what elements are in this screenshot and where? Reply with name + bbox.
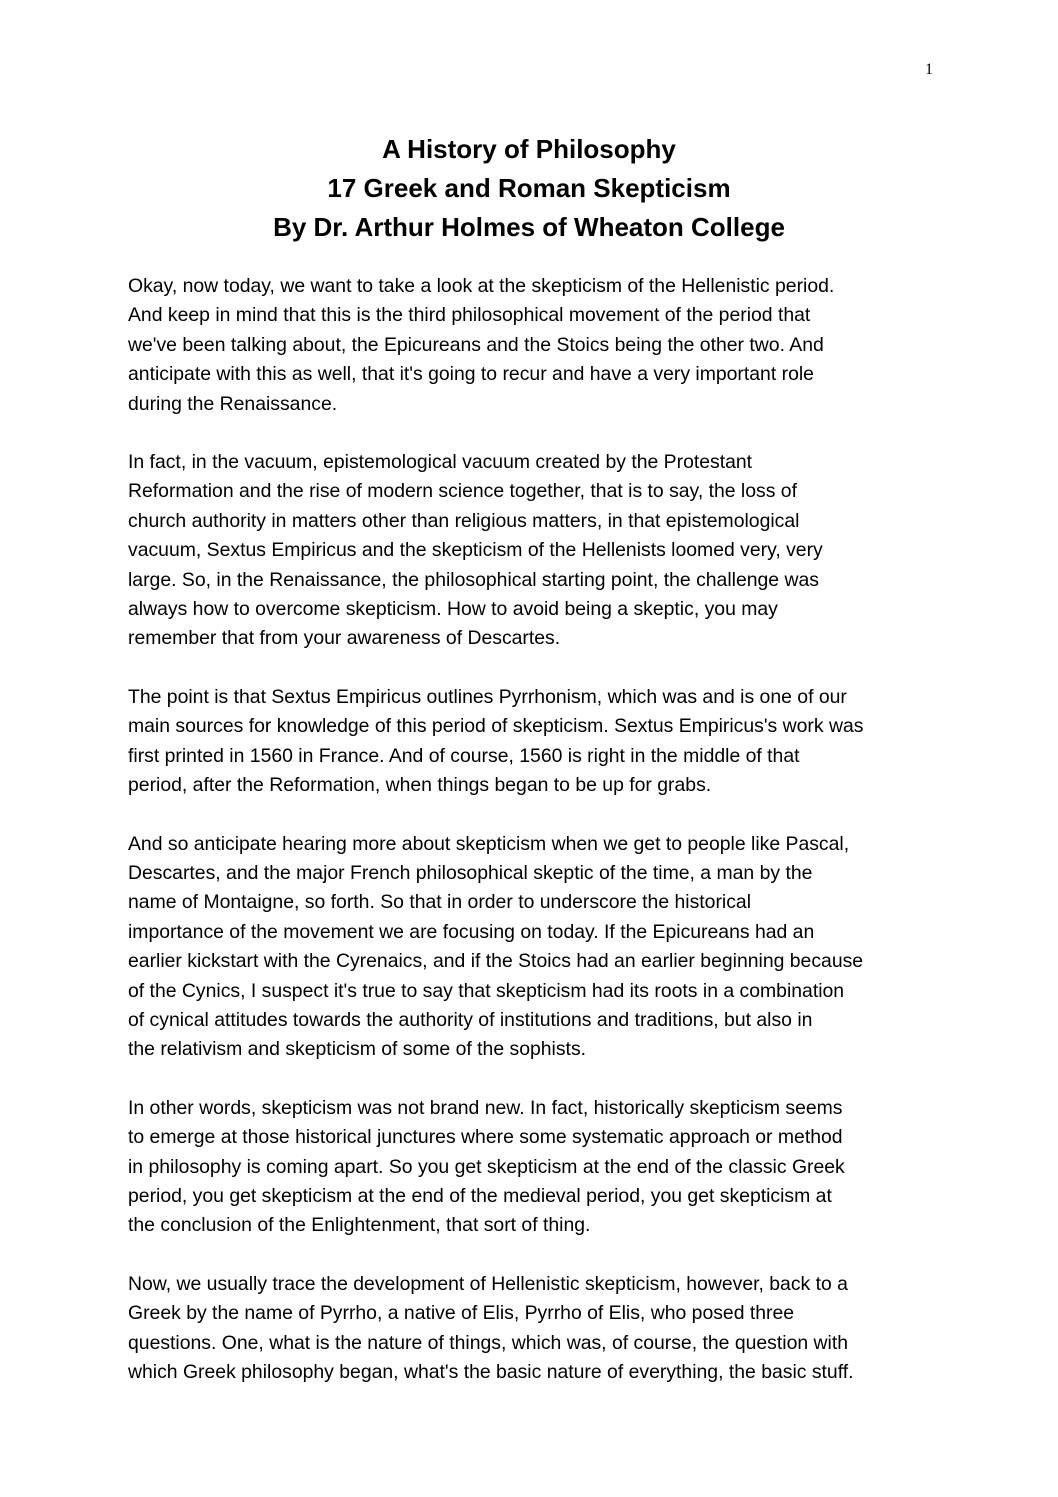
body-text bbox=[128, 272, 943, 1416]
title-line-1: A History of Philosophy bbox=[382, 134, 676, 164]
text-line: main sources for knowledge of this period of skepticism. Sextus Empiricus's work was bbox=[128, 715, 864, 738]
text-line: anticipate with this as well, that it's going to recur and have a very important role bbox=[128, 363, 814, 386]
text-line: which Greek philosophy began, what's the basic nature of everything, the basic stuff. bbox=[128, 1361, 854, 1383]
paragraph-4 bbox=[128, 830, 943, 1065]
text-line: of the Cynics, I suspect it's true to say that skepticism had its roots in a combination bbox=[128, 979, 845, 1002]
text-line: always how to overcome skepticism. How to avoid being a skeptic, you may bbox=[128, 598, 778, 621]
paragraph-1 bbox=[128, 272, 943, 419]
text-line: And so anticipate hearing more about skepticism when we get to people like Pascal, bbox=[128, 832, 850, 855]
text-line: remember that from your awareness of Descartes. bbox=[128, 627, 561, 650]
text-line: Greek by the name of Pyrrho, a native of Elis, Pyrrho of Elis, who posed three bbox=[128, 1302, 795, 1325]
text-line: during the Renaissance. bbox=[128, 392, 338, 415]
document-title bbox=[0, 130, 1058, 247]
paragraph-3 bbox=[128, 683, 943, 801]
title-line-3: By Dr. Arthur Holmes of Wheaton College bbox=[273, 212, 785, 242]
text-line: The point is that Sextus Empiricus outlines Pyrrhonism, which was and is one of our bbox=[128, 685, 847, 708]
paragraph-5 bbox=[128, 1094, 943, 1241]
page-number: 1 bbox=[925, 61, 933, 78]
text-line: In fact, in the vacuum, epistemological vacuum created by the Protestant bbox=[128, 451, 753, 474]
title-line-2: 17 Greek and Roman Skepticism bbox=[327, 173, 731, 203]
text-line: first printed in 1560 in France. And of course, 1560 is right in the middle of that bbox=[128, 744, 800, 767]
text-line: vacuum, Sextus Empiricus and the skepticism of the Hellenists loomed very, very bbox=[128, 539, 823, 562]
text-line: questions. One, what is the nature of things, which was, of course, the question with bbox=[128, 1331, 849, 1354]
text-line: period, after the Reformation, when things began to be up for grabs. bbox=[128, 774, 712, 797]
text-line: of cynical attitudes towards the authority of institutions and traditions, but also in bbox=[128, 1008, 813, 1031]
text-line: the conclusion of the Enlightenment, that sort of thing. bbox=[128, 1214, 591, 1237]
text-line: Reformation and the rise of modern science together, that is to say, the loss of bbox=[128, 480, 797, 503]
text-line: name of Montaigne, so forth. So that in order to underscore the historical bbox=[128, 891, 751, 914]
text-line: earlier kickstart with the Cyrenaics, and if the Stoics had an earlier beginning because bbox=[128, 950, 864, 973]
text-line: Now, we usually trace the development of Hellenistic skepticism, however, back to a bbox=[128, 1272, 848, 1295]
text-line: the relativism and skepticism of some of the sophists. bbox=[128, 1038, 587, 1061]
paragraph-2 bbox=[128, 448, 943, 654]
text-line: church authority in matters other than religious matters, in that epistemological bbox=[128, 509, 800, 532]
text-line: large. So, in the Renaissance, the philosophical starting point, the challenge was bbox=[128, 568, 819, 591]
text-line: we've been talking about, the Epicureans and the Stoics being the other two. And bbox=[128, 333, 824, 356]
text-line: Okay, now today, we want to take a look at the skepticism of the Hellenistic period. bbox=[128, 275, 835, 297]
text-line: in philosophy is coming apart. So you get skepticism at the end of the classic Greek bbox=[128, 1155, 845, 1178]
text-line: And keep in mind that this is the third philosophical movement of the period that bbox=[128, 304, 811, 327]
text-line: to emerge at those historical junctures where some systematic approach or method bbox=[128, 1126, 843, 1149]
text-line: importance of the movement we are focusing on today. If the Epicureans had an bbox=[128, 920, 815, 943]
text-line: In other words, skepticism was not brand new. In fact, historically skepticism seems bbox=[128, 1096, 843, 1119]
paragraph-6 bbox=[128, 1270, 943, 1388]
text-line: period, you get skepticism at the end of the medieval period, you get skepticism at bbox=[128, 1184, 832, 1207]
text-line: Descartes, and the major French philosophical skeptic of the time, a man by the bbox=[128, 861, 813, 884]
